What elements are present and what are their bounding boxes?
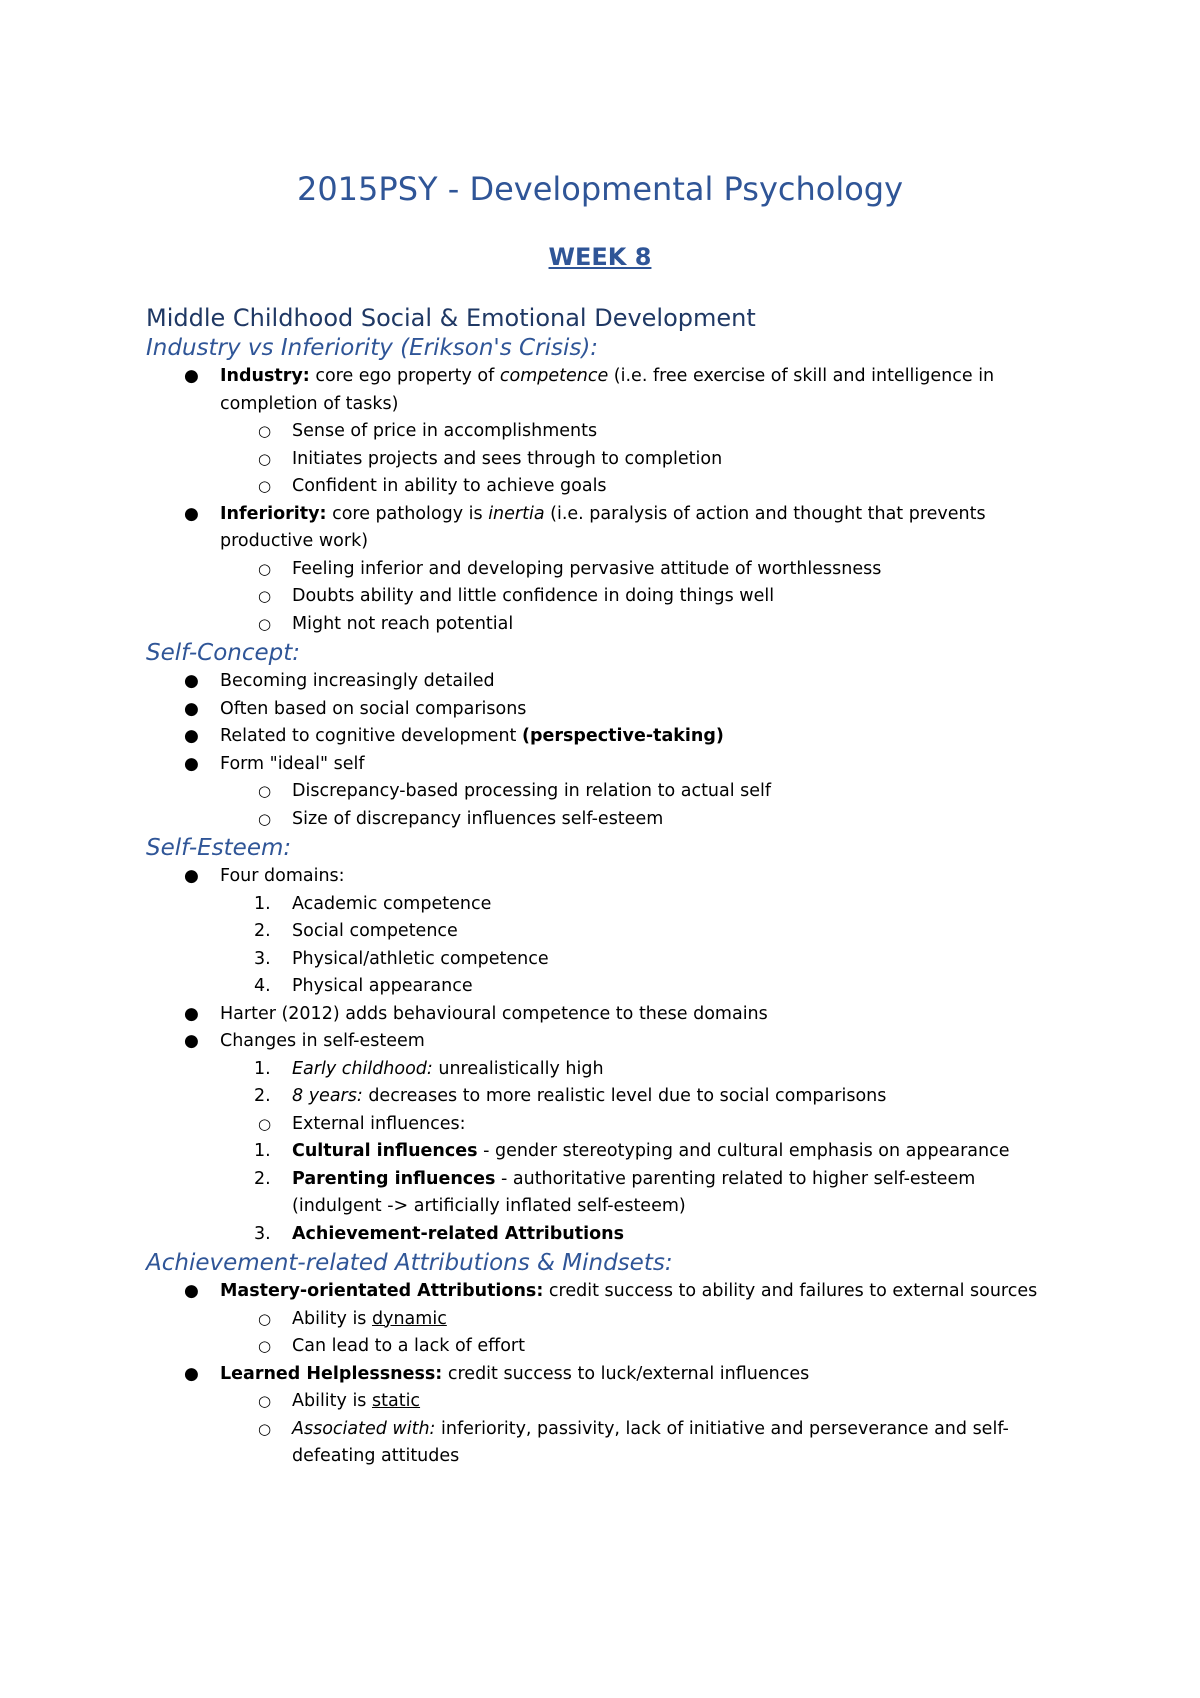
bullet-icon: ● bbox=[184, 753, 199, 774]
circle-bullet-icon: ○ bbox=[258, 559, 272, 578]
bullet-icon: ● bbox=[184, 1363, 199, 1384]
sub-list-item: ○ Sense of price in accomplishments bbox=[146, 418, 1046, 446]
list-item: ● Often based on social comparisons bbox=[146, 696, 1046, 724]
list-item: ● Mastery-orientated Attributions: credit success to ability and failures to external sources bbox=[146, 1278, 1046, 1306]
numbered-item: 4. Physical appearance bbox=[254, 976, 473, 996]
sub-list-item: ○ Confident in ability to achieve goals bbox=[146, 473, 1046, 501]
circle-bullet-icon: ○ bbox=[258, 1337, 272, 1355]
attributions-list bbox=[146, 1278, 1046, 1471]
bullet-icon: ● bbox=[184, 726, 199, 746]
sub-list-item: ○ Doubts ability and little confidence in doing things well bbox=[146, 583, 1046, 611]
circle-bullet-icon: ○ bbox=[258, 477, 272, 495]
sub-list-item: ○ External influences: bbox=[146, 1111, 1046, 1139]
circle-bullet-icon: ○ bbox=[258, 422, 272, 440]
self-concept-heading: Self-Concept: bbox=[146, 640, 301, 666]
circle-bullet-icon: ○ bbox=[258, 809, 272, 828]
list-item: ● Form "ideal" self bbox=[146, 751, 1046, 779]
numbered-item: 2. 8 years: decreases to more realistic level due to social comparisons bbox=[254, 1086, 887, 1106]
bullet-icon: ● bbox=[184, 698, 199, 719]
circle-bullet-icon: ○ bbox=[258, 782, 272, 800]
sub-list-item: ○ Can lead to a lack of effort bbox=[146, 1333, 1046, 1361]
sub-list-item: ○ Size of discrepancy influences self-esteem bbox=[146, 806, 1046, 834]
circle-bullet-icon: ○ bbox=[258, 449, 272, 468]
numbered-item: 2. Social competence bbox=[254, 921, 458, 941]
sub-list-item: ○ Might not reach potential bbox=[146, 611, 1046, 639]
sub-list-item: ○ Discrepancy-based processing in relation to actual self bbox=[146, 778, 1046, 806]
bullet-icon: ● bbox=[184, 671, 199, 691]
document-content bbox=[146, 303, 1046, 1471]
bullet-icon: ● bbox=[184, 866, 199, 886]
numbered-item: 1. Early childhood: unrealistically high bbox=[254, 1058, 604, 1079]
sub-list-item: ○ Feeling inferior and developing pervasive attitude of worthlessness bbox=[146, 556, 1046, 584]
attributions-heading: Achievement-related Attributions & Mindsets: bbox=[146, 1250, 673, 1276]
list-item-inferiority: ● Inferiority: core pathology is inertia (i.e. paralysis of action and thought that prevents productive work) bbox=[146, 501, 1046, 556]
list-item: ● Four domains: bbox=[146, 863, 1046, 891]
section-heading: Middle Childhood Social & Emotional Development bbox=[146, 304, 756, 332]
list-item: ● Related to cognitive development (perspective-taking) bbox=[146, 723, 1046, 751]
industry-list bbox=[146, 363, 1046, 638]
list-item-industry: ● Industry: core ego property of competence (i.e. free exercise of skill and intelligence in completion of tasks) bbox=[146, 363, 1046, 418]
sub-list-item: ○ Ability is dynamic bbox=[146, 1306, 1046, 1334]
week-heading: WEEK 8 bbox=[548, 243, 652, 271]
bullet-icon: ● bbox=[184, 366, 199, 386]
industry-vs-inferiority-heading: Industry vs Inferiority (Erikson's Crisis): bbox=[146, 335, 599, 361]
bullet-icon: ● bbox=[184, 503, 199, 524]
document-title: 2015PSY - Developmental Psychology bbox=[296, 170, 904, 208]
circle-bullet-icon: ○ bbox=[258, 1309, 272, 1328]
circle-bullet-icon: ○ bbox=[258, 1419, 272, 1438]
sub-list-item: ○ Ability is static bbox=[146, 1388, 1046, 1416]
circle-bullet-icon: ○ bbox=[258, 1392, 272, 1410]
bullet-icon: ● bbox=[184, 1281, 199, 1301]
self-esteem-list bbox=[146, 863, 1046, 1248]
numbered-item: 3. Achievement-related Attributions bbox=[254, 1223, 625, 1244]
list-item: ● Learned Helplessness: credit success to luck/external influences bbox=[146, 1361, 1046, 1389]
circle-bullet-icon: ○ bbox=[258, 614, 272, 633]
list-item: ● Becoming increasingly detailed bbox=[146, 668, 1046, 696]
list-item: ● Harter (2012) adds behavioural competence to these domains bbox=[146, 1001, 1046, 1029]
numbered-item: 1. Cultural influences - gender stereotyping and cultural emphasis on appearance bbox=[254, 1141, 1010, 1161]
self-concept-list bbox=[146, 668, 1046, 833]
circle-bullet-icon: ○ bbox=[258, 1114, 272, 1133]
bullet-icon: ● bbox=[184, 1031, 199, 1051]
bullet-icon: ● bbox=[184, 1003, 199, 1024]
sub-list-item: ○ Initiates projects and sees through to completion bbox=[146, 446, 1046, 474]
numbered-item: 3. Physical/athletic competence bbox=[254, 948, 549, 969]
numbered-item: 1. Academic competence bbox=[254, 893, 492, 914]
numbered-item: 2. Parenting influences - authoritative parenting related to higher self-esteem (indulgent -> artificially inflated self-esteem) bbox=[254, 1168, 976, 1216]
sub-list-item: ○ Associated with: inferiority, passivity, lack of initiative and perseverance and self-defeating attitudes bbox=[146, 1416, 1046, 1471]
circle-bullet-icon: ○ bbox=[258, 587, 272, 605]
self-esteem-heading: Self-Esteem: bbox=[146, 835, 292, 861]
list-item: ● Changes in self-esteem bbox=[146, 1028, 1046, 1056]
